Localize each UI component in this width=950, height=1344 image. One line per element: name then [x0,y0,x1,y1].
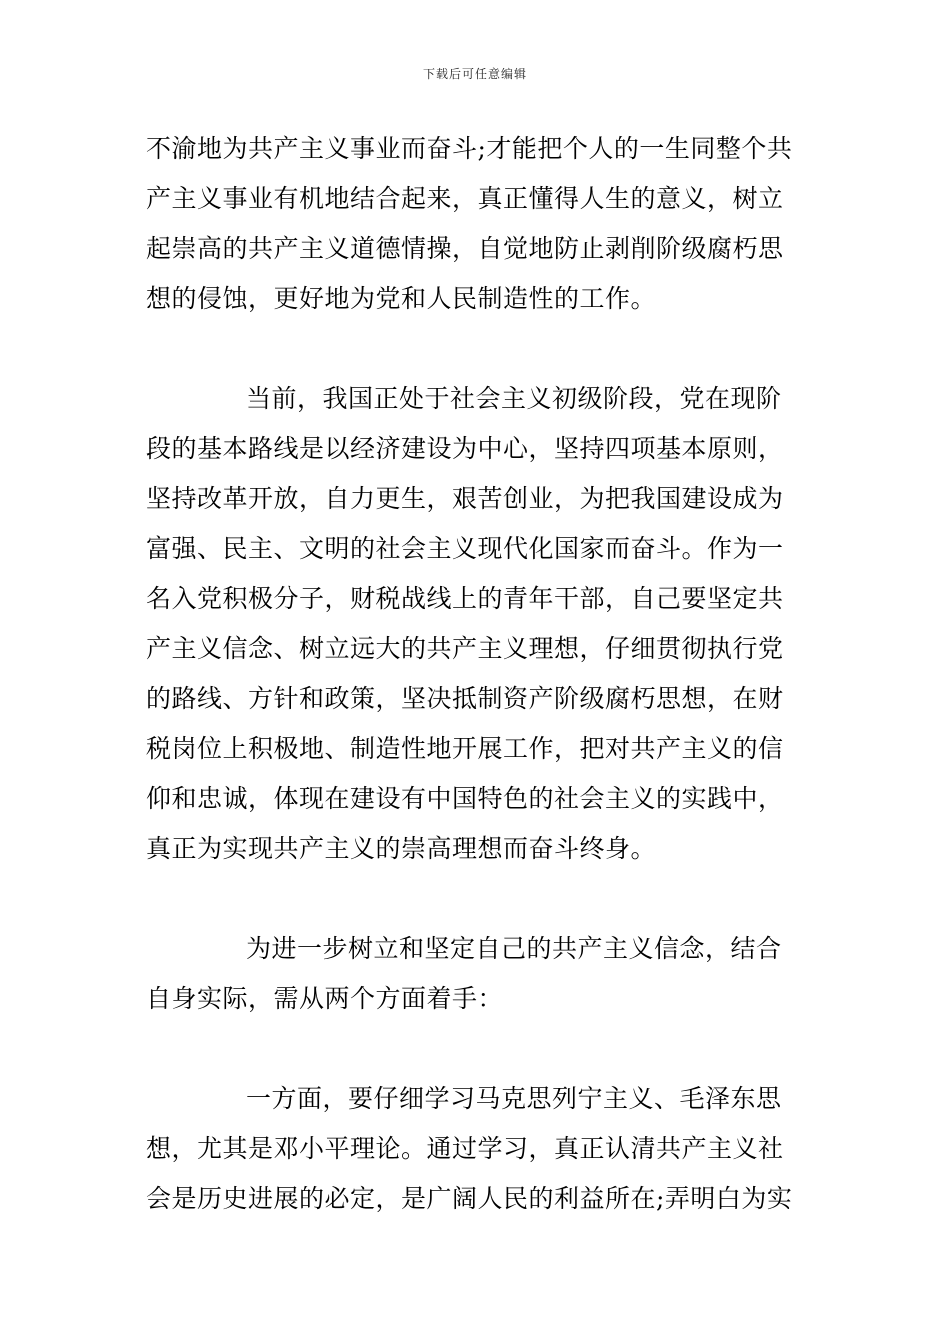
paragraph-1 [146,124,810,324]
text-line: 自身实际，需从两个方面着手： [146,984,504,1013]
paragraph-4 [146,1074,810,1224]
text-line: 的路线、方针和政策，坚决抵制资产阶级腐朽思想，在财 [146,684,784,713]
text-line: 会是历史进展的必定，是广阔人民的利益所在;弄明白为实 [146,1184,793,1213]
paragraph-3 [146,924,810,1024]
document-body [146,124,810,1224]
text-line: 一方面，要仔细学习马克思列宁主义、毛泽东思 [246,1084,782,1113]
text-line: 产主义事业有机地结合起来，真正懂得人生的意义，树立 [146,184,784,213]
text-line: 想的侵蚀，更好地为党和人民制造性的工作。 [146,284,657,313]
text-line: 不渝地为共产主义事业而奋斗;才能把个人的一生同整个共 [146,134,793,163]
paragraph-gap [146,1024,810,1074]
text-line: 坚持改革开放，自力更生，艰苦创业，为把我国建设成为 [146,484,784,513]
text-line: 名入党积极分子，财税战线上的青年干部，自己要坚定共 [146,584,784,613]
text-line: 仰和忠诚，体现在建设有中国特色的社会主义的实践中， [146,784,784,813]
page-header: 下载后可任意编辑 [422,67,527,81]
text-line: 起崇高的共产主义道德情操，自觉地防止剥削阶级腐朽思 [146,234,784,263]
paragraph-gap [146,874,810,924]
text-line: 当前，我国正处于社会主义初级阶段，党在现阶 [246,384,782,413]
paragraph-2 [146,374,810,874]
text-line: 税岗位上积极地、制造性地开展工作，把对共产主义的信 [146,734,784,763]
text-line: 为进一步树立和坚定自己的共产主义信念，结合 [246,934,782,963]
text-line: 想，尤其是邓小平理论。通过学习，真正认清共产主义社 [146,1134,784,1163]
paragraph-gap [146,324,810,374]
text-line: 段的基本路线是以经济建设为中心，坚持四项基本原则， [146,434,784,463]
text-line: 富强、民主、文明的社会主义现代化国家而奋斗。作为一 [146,534,784,563]
text-line: 真正为实现共产主义的崇高理想而奋斗终身。 [146,834,657,863]
text-line: 产主义信念、树立远大的共产主义理想，仔细贯彻执行党 [146,634,784,663]
